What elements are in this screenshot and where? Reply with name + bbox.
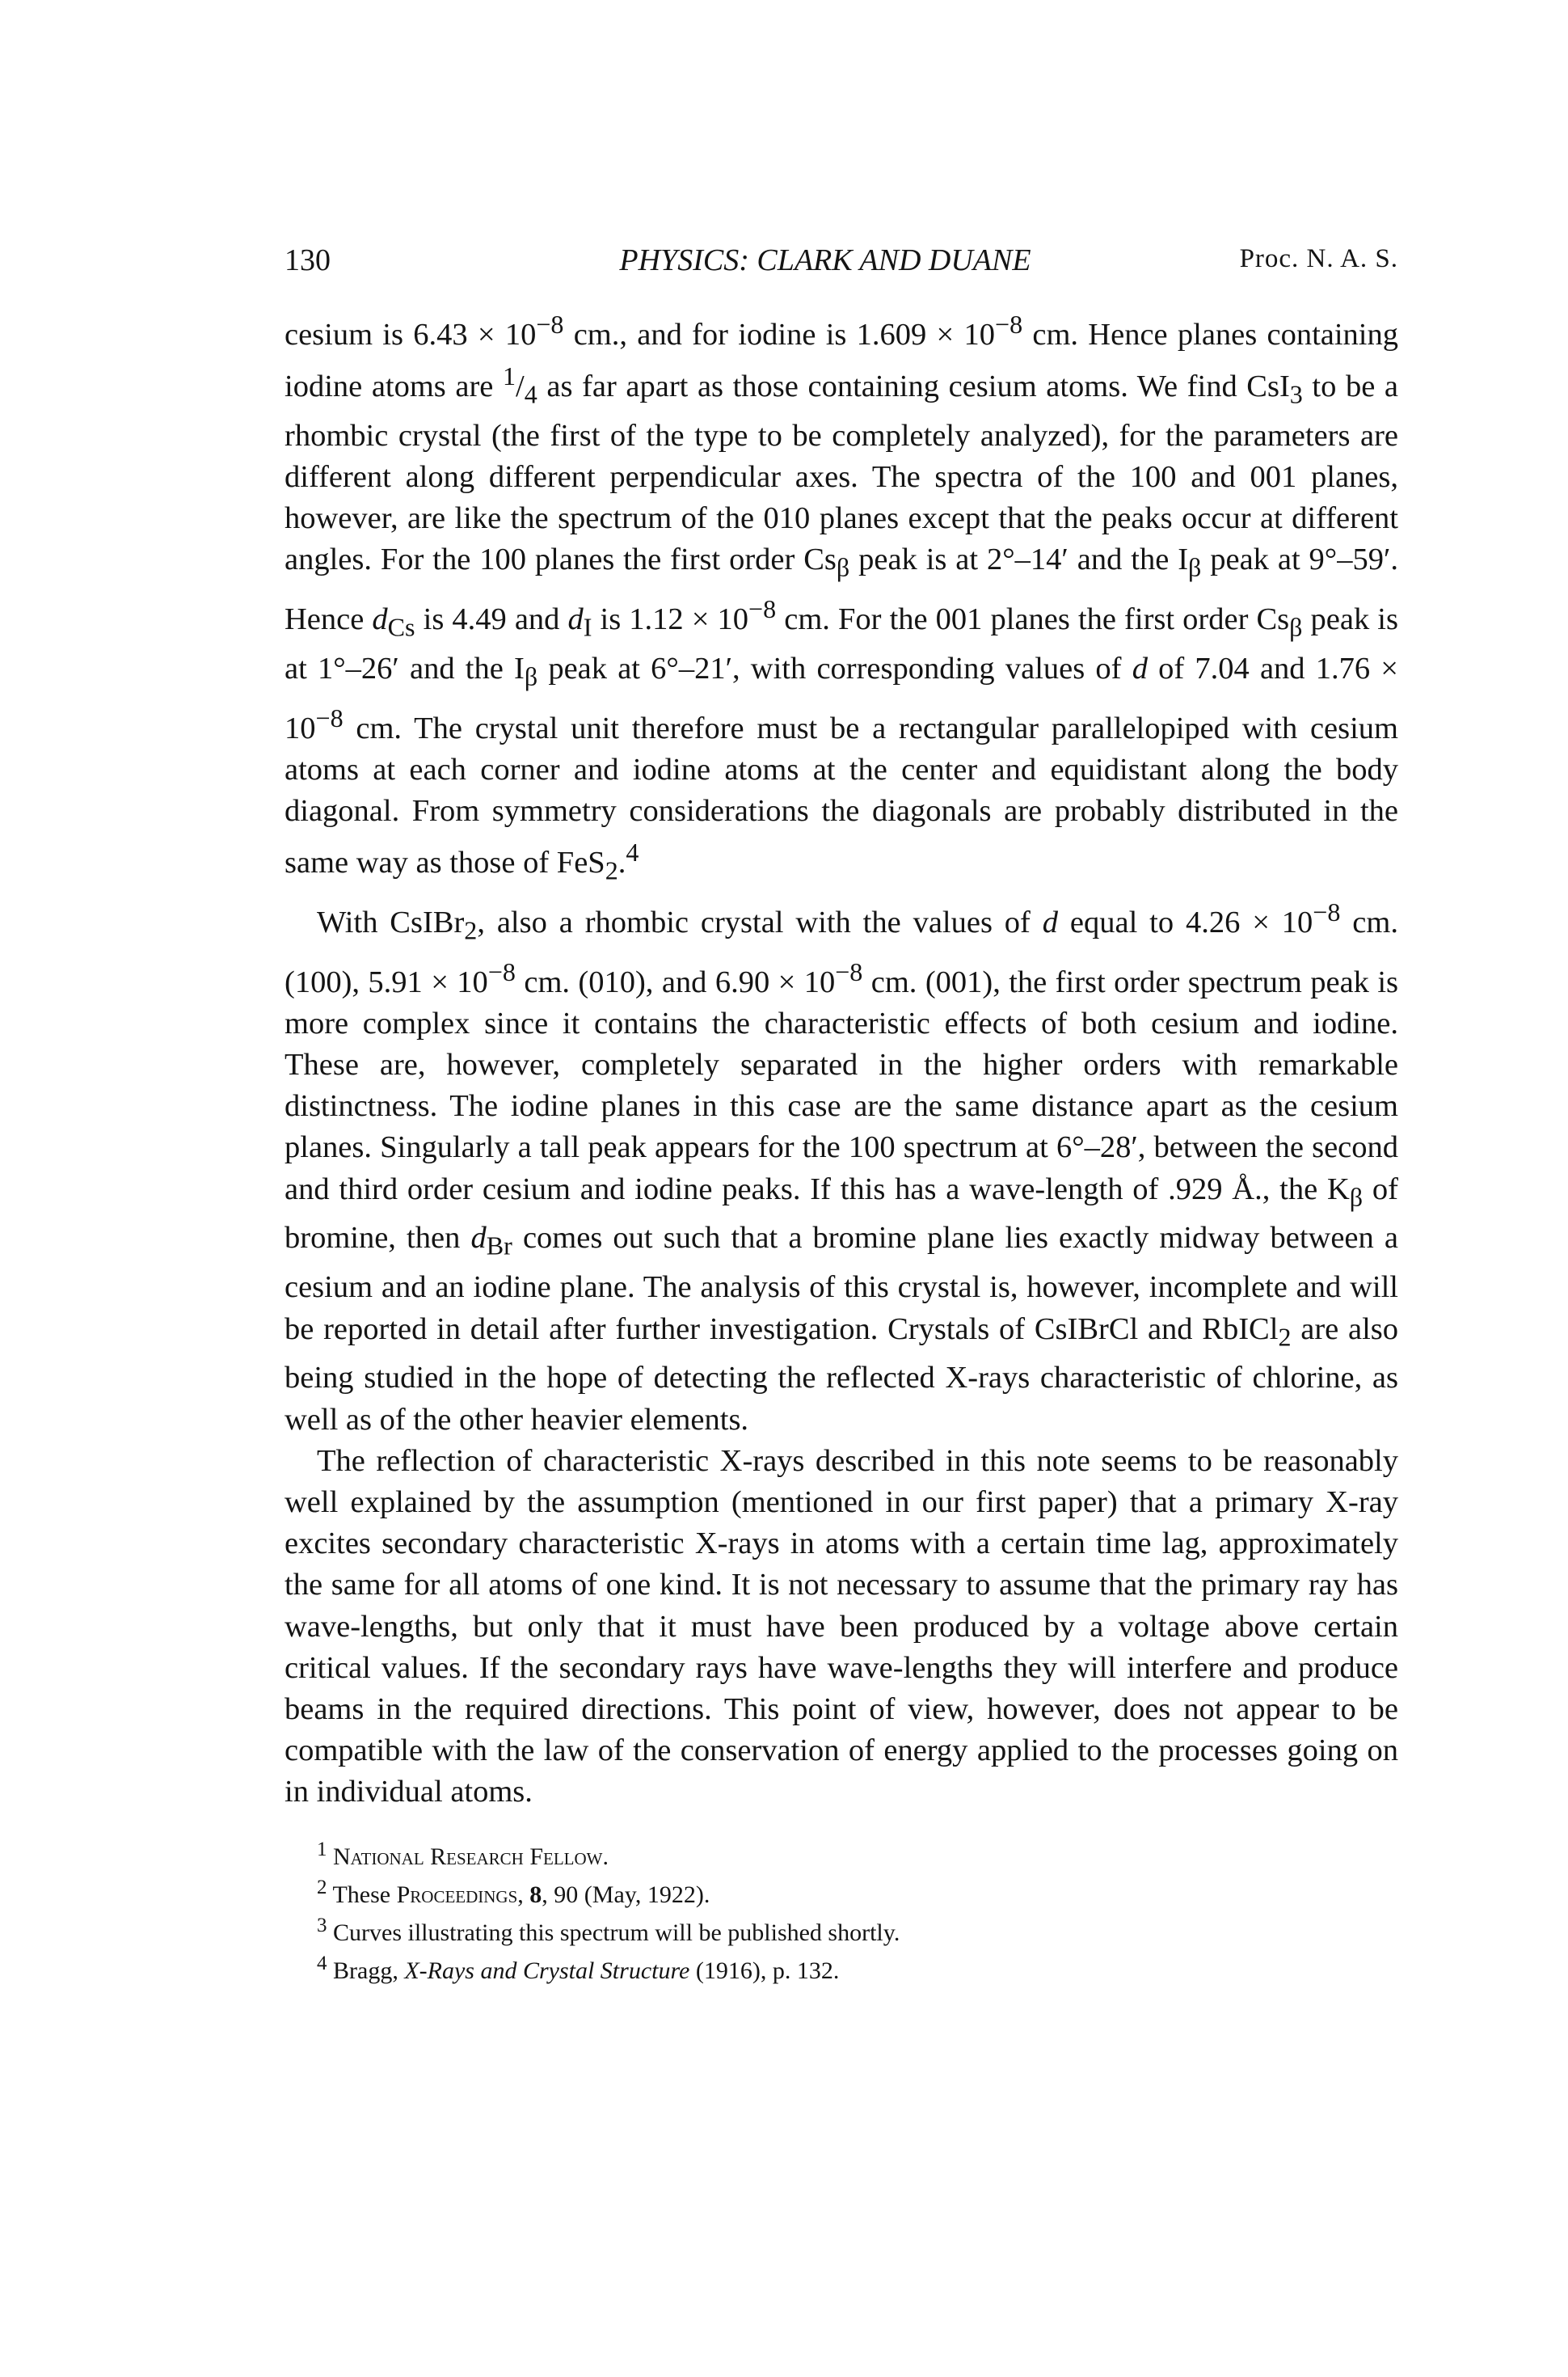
footnote: $^4$ Bragg, X-Rays and Crystal Structure (1916), p. 132. [317,1952,840,1984]
footnote: $^2$ These Proceedings, 8, 90 (May, 1922). [317,1876,710,1908]
paragraph: cesium is $6.43 \times 10^{-8}$ cm., and for iodine is $1.609 \times 10^{-8}$ cm. Hence planes containing iodine atoms are $^1/_4$ as far apart as those containing cesium atoms. We find CsI$_3$ to be a rhombic crystal (the first of the type to be completely analyzed), for the parameters are different along different perpendicular axes. The spectra of the 100 and 001 planes, however, are like the spectrum of the 010 planes except that the peaks occur at different angles. For the 100 planes the first order $Cs_\beta$ peak is at 2°–14′ and the $I_\beta$ peak at 9°–59′. Hence $d_{Cs}$ is 4.49 and $d_I$ is $1.12 \times 10^{-8}$ cm. For the 001 planes the first order $Cs_\beta$ peak is at 1°–26′ and the $I_\beta$ peak at 6°–21′, with corresponding values of d of 7.04 and $1.76 \times 10^{-8}$ cm. The crystal unit therefore must be a rectangular parallelopiped with cesium atoms at each corner and iodine atoms at the center and equidistant along the body diagonal. From symmetry considerations the diagonals are probably distributed in the same way as those of FeS$_2$.$^4$ [285,310,1399,885]
running-title: PHYSICS: CLARK AND DUANE [619,243,1031,277]
running-head [285,243,1398,288]
article-body [285,304,1398,1813]
footnote: $^1$ National Research Fellow. [317,1838,609,1870]
footnote: $^3$ Curves illustrating this spectrum will be published shortly. [317,1914,900,1946]
page-number: 130 [285,243,331,277]
journal-page [285,243,1398,1986]
footnotes [285,1834,1398,1986]
paragraph: With CsIBr$_2$, also a rhombic crystal with the values of d equal to $4.26 \times 10^{-8}$ cm. (100), $5.91 \times 10^{-8}$ cm. (010), and $6.90 \times 10^{-8}$ cm. (001), the first order spectrum peak is more complex since it contains the characteristic effects of both cesium and iodine. These are, however, completely separated in the higher orders with remarkable distinctness. The iodine planes in this case are the same distance apart as the cesium planes. Singularly a tall peak appears for the 100 spectrum at 6°–28′, between the second and third order cesium and iodine peaks. If this has a wave-length of .929 Å., the $K_\beta$ of bromine, then $d_{Br}$ comes out such that a bromine plane lies exactly midway between a cesium and an iodine plane. The analysis of this crystal is, however, incomplete and will be reported in detail after further investigation. Crystals of CsIBrCl and RbICl$_2$ are also being studied in the hope of detecting the reflected X-rays characteristic of chlorine, as well as of the other heavier elements. [285,897,1399,1437]
journal-abbreviation: Proc. N. A. S. [1239,244,1398,273]
paragraph: The reflection of characteristic X-rays described in this note seems to be reasonably well explained by the assumption (mentioned in our first paper) that a primary X-ray excites secondary characteristic X-rays in atoms with a certain time lag, approximately the same for all atoms of one kind. It is not necessary to assume that the primary ray has wave-lengths, but only that it must have been produced by a voltage above certain critical values. If the secondary rays have wave-lengths they will interfere and produce beams in the required directions. This point of view, however, does not appear to be compatible with the law of the conservation of energy applied to the processes going on in individual atoms. [285,1443,1398,1809]
